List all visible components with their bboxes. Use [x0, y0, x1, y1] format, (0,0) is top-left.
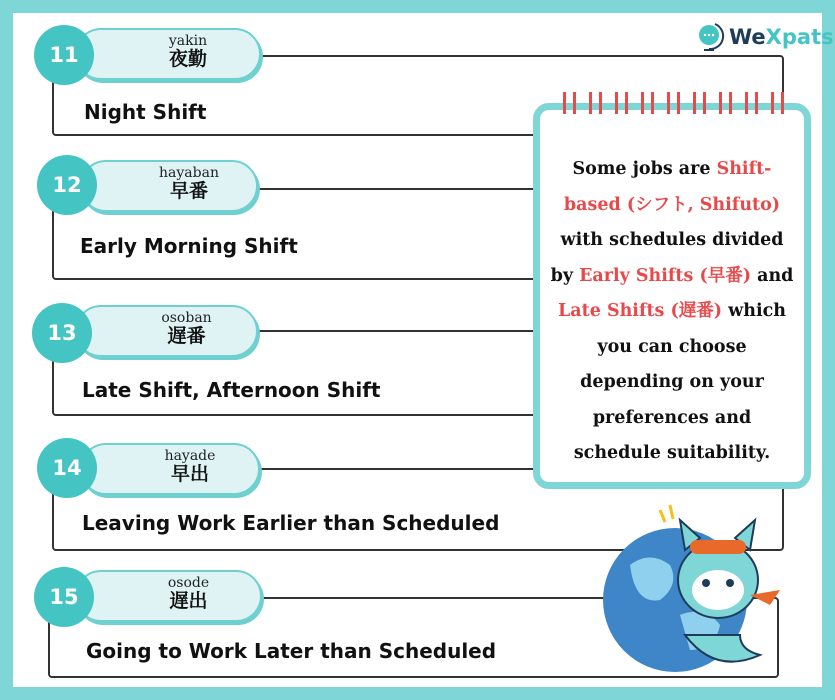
mascot-globe-illustration [600, 495, 790, 685]
number-badge: 15 [34, 567, 94, 627]
term-english: Leaving Work Earlier than Scheduled [82, 511, 500, 535]
note-highlight: Late Shifts (遅番) [557, 301, 723, 321]
note-highlight: Shift-based (シフト, Shifuto) [563, 159, 781, 215]
notebook-rings [563, 92, 784, 114]
term-pill-12 [80, 160, 258, 212]
term-romaji: hayaban [159, 165, 219, 181]
number-badge: 11 [34, 25, 94, 85]
number-badge: 12 [37, 155, 97, 215]
note-text: and [751, 265, 794, 286]
term-japanese: 夜勤 [168, 48, 207, 70]
note-highlight: Early Shifts (早番) [579, 265, 752, 286]
term-english: Night Shift [84, 100, 207, 124]
wexpats-logo [695, 22, 834, 52]
term-english: Late Shift, Afternoon Shift [82, 378, 381, 402]
term-english: Going to Work Later than Scheduled [86, 639, 497, 663]
number-badge: 14 [37, 438, 97, 498]
term-japanese: 早出 [170, 463, 209, 485]
term-romaji: yakin [168, 33, 208, 49]
note-text: with schedules divided by [550, 230, 784, 286]
term-pill-13 [75, 305, 258, 357]
globe-chat-icon [695, 22, 725, 52]
term-pill-14 [80, 443, 260, 495]
term-english: Early Morning Shift [80, 234, 298, 258]
term-romaji: osoban [161, 310, 212, 326]
term-pill-11 [75, 28, 261, 80]
logo-text: WeXpats [729, 25, 834, 49]
term-japanese: 早番 [169, 180, 208, 202]
note-text: which you can choose depending on your preferences and schedule suitability. [573, 301, 786, 463]
term-romaji: hayade [164, 448, 216, 464]
info-note [533, 103, 811, 489]
number-badge: 13 [32, 303, 92, 363]
term-romaji: osode [167, 575, 210, 591]
term-japanese: 遅番 [167, 325, 206, 347]
term-pill-15 [75, 570, 262, 622]
term-japanese: 遅出 [169, 590, 208, 612]
note-text: Some jobs are [572, 159, 717, 179]
